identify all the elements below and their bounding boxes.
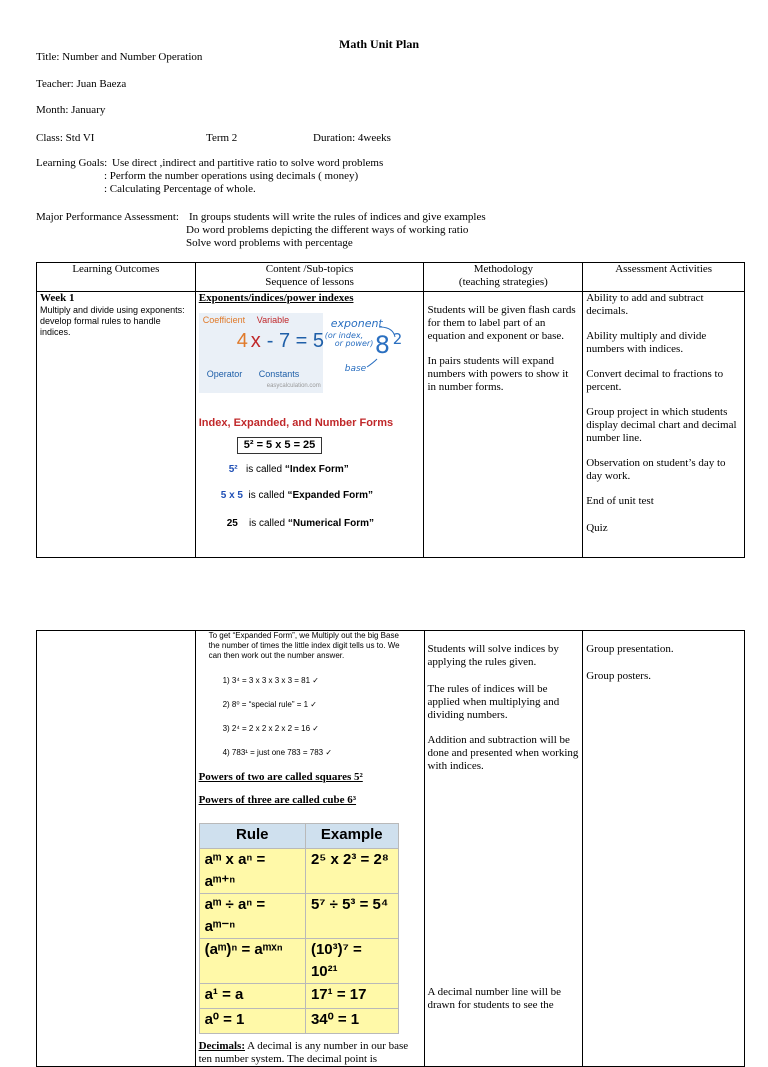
learning-goal: : Calculating Percentage of whole. — [104, 183, 256, 195]
number-forms-box: 5² = 5 x 5 = 25 — [237, 437, 323, 454]
term-line: Term 2 — [206, 132, 238, 144]
methodology-cell — [424, 292, 583, 558]
content-cell — [195, 292, 424, 558]
example-cell: 34⁰ = 1 — [305, 1009, 398, 1034]
duration-line: Duration: 4weeks — [313, 132, 391, 144]
cube-note: Powers of three are called cube 6³ — [198, 794, 357, 806]
assessment-activity: Ability to add and subtract decimals. — [586, 292, 704, 317]
rule-cell: (aᵐ)ⁿ = aᵐˣⁿ — [199, 939, 305, 984]
learning-goal: Use direct ,indirect and partitive ratio to solve word problems — [112, 157, 384, 169]
operator-label: Operator — [206, 369, 243, 379]
document-title: Math Unit Plan — [339, 37, 420, 51]
rule-cell: a⁰ = 1 — [199, 1009, 305, 1034]
method-text: Students will be given flash cards for them to label part of an equation and exponent or base. — [427, 304, 576, 342]
content-cell — [195, 631, 424, 1067]
assessment-activity: Convert decimal to fractions to percent. — [586, 368, 724, 393]
constants-label: Constants — [258, 369, 300, 379]
outcomes-cell — [37, 292, 196, 558]
example-item: 1) 3⁴ = 3 x 3 x 3 x 3 = 81 ✓ — [222, 676, 319, 685]
assessment-activity: Group posters. — [586, 670, 652, 682]
rule-cell: aᵐ x aⁿ = aᵐ⁺ⁿ — [199, 849, 305, 894]
assessment-activity: Group presentation. — [586, 643, 674, 655]
month-line: Month: January — [36, 104, 106, 116]
equation-variable: x — [250, 330, 261, 352]
expanded-form-note: To get “Expanded Form”, we Multiply out the big Base the number of times the little index digit tells us to. We can then work out the number answer. — [208, 631, 400, 660]
rule-cell: aᵐ ÷ aⁿ = aᵐ⁻ⁿ — [199, 894, 305, 939]
example-item: 4) 783¹ = just one 783 = 783 ✓ — [222, 748, 333, 757]
method-text: In pairs students will expand numbers with powers to show it in number forms. — [427, 355, 569, 393]
equation-rest: - 7 = 5 — [266, 330, 324, 352]
method-text: Students will solve indices by applying the rules given. — [427, 643, 559, 668]
examples-list — [223, 669, 421, 765]
number-forms-title: Index, Expanded, and Number Forms — [198, 417, 394, 429]
example-item: 3) 2⁴ = 2 x 2 x 2 x 2 = 16 ✓ — [222, 724, 319, 733]
assessment-activity: Quiz — [586, 522, 608, 534]
example-cell: 17¹ = 17 — [305, 984, 398, 1009]
decimals-definition: Decimals: A decimal is any number in our base ten number system. The decimal point is — [198, 1040, 409, 1065]
assessment-activity: Ability multiply and divide numbers with indices. — [586, 330, 707, 355]
method-text: Addition and subtraction will be done and presented when working with indices. — [427, 734, 579, 772]
base-number: 8 — [374, 331, 391, 359]
or-index-label: (or index, — [324, 331, 364, 340]
assessment-label: Major Performance Assessment: — [36, 211, 179, 223]
exponent-number: 2 — [392, 330, 403, 348]
method-text: The rules of indices will be applied when multiplying and dividing numbers. — [427, 683, 560, 721]
assessment-cell — [583, 631, 745, 1067]
credit-text: easycalculation.com — [266, 383, 321, 389]
example-cell: 2⁵ x 2³ = 2⁸ — [305, 849, 398, 894]
equation-parts-figure — [199, 313, 421, 399]
unit-plan-table-continued — [36, 630, 745, 1067]
assessment-item: Do word problems depicting the different ways of working ratio — [186, 224, 469, 236]
learning-goal: : Perform the number operations using decimals ( money) — [104, 170, 359, 182]
rule-cell: a¹ = a — [199, 984, 305, 1009]
equation-coefficient: 4 — [236, 330, 248, 352]
coefficient-label: Coefficient — [202, 315, 246, 325]
header-learning-outcomes: Learning Outcomes — [37, 263, 196, 292]
example-item: 2) 8⁰ = “special rule” = 1 ✓ — [222, 700, 317, 709]
unit-plan-table — [36, 262, 745, 558]
exponent-label: exponent — [330, 317, 383, 330]
squares-note: Powers of two are called squares 5² — [198, 771, 363, 783]
header-content: Content /Sub-topics Sequence of lessons — [195, 263, 424, 292]
arrow-icon — [359, 323, 399, 373]
unit-title: Title: Number and Number Operation — [36, 51, 203, 63]
assessment-item: Solve word problems with percentage — [186, 237, 353, 249]
index-form-row: 5² is called “Index Form” — [228, 464, 349, 475]
example-cell: (10³)⁷ = 10²¹ — [305, 939, 398, 984]
or-power-label: or power) — [334, 339, 374, 348]
example-cell: 5⁷ ÷ 5³ = 5⁴ — [305, 894, 398, 939]
example-header: Example — [305, 824, 398, 849]
header-assessment: Assessment Activities — [583, 263, 745, 292]
assessment-activity: End of unit test — [586, 495, 654, 507]
content-heading: Exponents/indices/power indexes — [198, 292, 354, 304]
index-rules-table — [199, 823, 399, 1034]
assessment-activity: Group project in which students display decimal chart and decimal number line. — [586, 406, 737, 444]
assessment-cell — [583, 292, 745, 558]
base-label: base — [344, 364, 367, 374]
teacher-line: Teacher: Juan Baeza — [36, 78, 127, 90]
variable-label: Variable — [256, 315, 290, 325]
outcomes-cell — [37, 631, 196, 1067]
week-label: Week 1 — [40, 292, 75, 304]
number-forms-figure — [199, 417, 421, 541]
learning-goals-label: Learning Goals: — [36, 157, 108, 169]
expanded-form-row: 5 x 5 is called “Expanded Form” — [220, 490, 374, 501]
header-methodology: Methodology (teaching strategies) — [424, 263, 583, 292]
numerical-form-row: 25 is called “Numerical Form” — [226, 518, 375, 529]
assessment-item: In groups students will write the rules of indices and give examples — [189, 211, 486, 223]
rule-header: Rule — [199, 824, 305, 849]
assessment-activity: Observation on student’s day to day work. — [586, 457, 726, 482]
method-text: A decimal number line will be drawn for students to see the — [427, 986, 562, 1011]
methodology-cell — [424, 631, 583, 1067]
week-outcome: Multiply and divide using exponents: develop formal rules to handle indices. — [40, 305, 185, 337]
class-line: Class: Std VI — [36, 132, 95, 144]
